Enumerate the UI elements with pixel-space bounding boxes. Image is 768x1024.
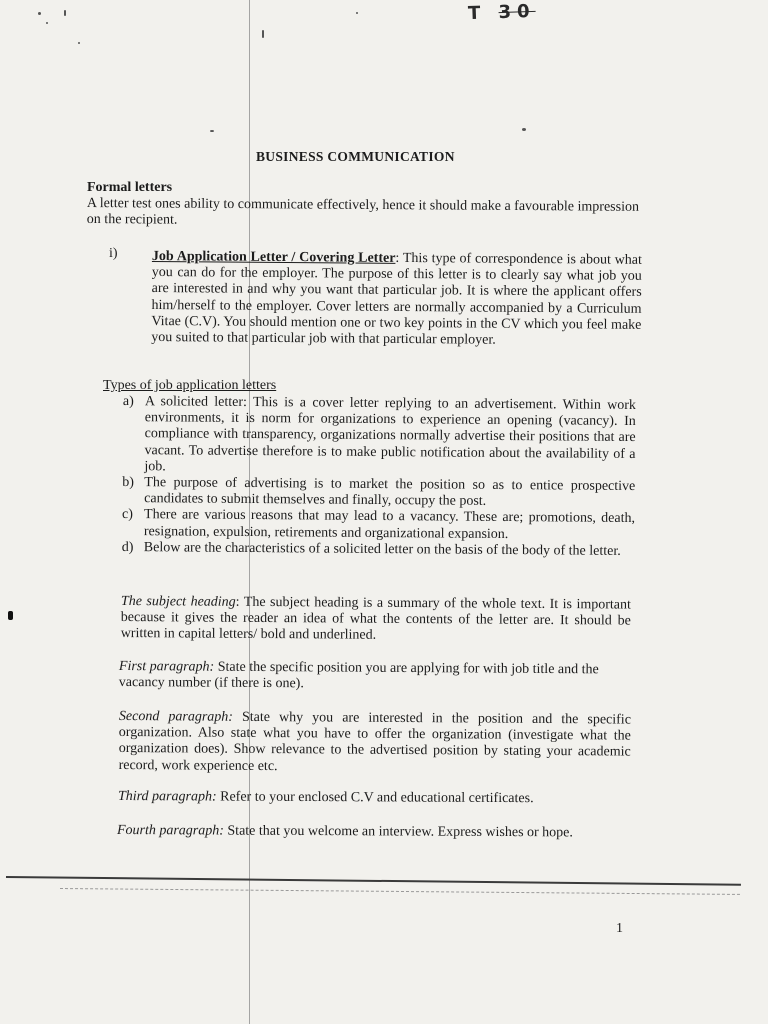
- list-item: [120, 475, 635, 511]
- subject-heading-text: : The subject heading is a summary of the whole text. It is important because it gives the reader an idea of what the contents of the letter are. It should be written in capital letters/ bold and underlined.: [120, 594, 631, 644]
- fourth-paragraph-label: Fourth paragraph:: [116, 823, 224, 839]
- list-item-label: b): [122, 475, 135, 491]
- scan-speck: [262, 30, 264, 38]
- scan-speck: [356, 12, 358, 14]
- scan-speck: [210, 130, 214, 132]
- second-paragraph-label: Second paragraph:: [118, 709, 234, 725]
- list-item-text: The purpose of advertising is to market the position so as to entice prospective candidates to submit themselves and finally, occupy the post.: [144, 475, 636, 510]
- second-paragraph-note: [119, 709, 631, 777]
- first-paragraph-label: First paragraph:: [118, 659, 215, 675]
- first-paragraph-text: State the specific position you are applying for with job title and the vacancy number (if there is one).: [118, 659, 599, 692]
- footer-rule-faint: [60, 888, 740, 895]
- list-item-text: There are various reasons that may lead to a vacancy. These are; promotions, death, resignation, expulsion, retirements and organizational expansion.: [143, 507, 636, 542]
- item-number: i): [109, 246, 118, 261]
- scan-speck: [78, 42, 80, 44]
- list-item-text: A solicited letter: This is a cover letter replying to an advertisement. Within work environments, it is norm for organizations to experience an opening (vacancy). In compliance with transparency, organizations normally advertise their positions that are vacant. To advertise therefore is to make public notification about the availability of a job.: [144, 394, 636, 475]
- fourth-paragraph-note: [117, 823, 629, 842]
- scan-speck: [38, 12, 41, 15]
- job-application-paragraph: [151, 249, 642, 350]
- scan-speck: [64, 10, 66, 16]
- section-heading-formal-letters: Formal letters: [87, 180, 173, 195]
- list-item-label: c): [121, 507, 133, 523]
- subject-heading-label: The subject heading: [120, 594, 236, 610]
- list-item: [120, 540, 635, 560]
- job-application-text: : This type of correspondence is about what you can do for the employer. The purpose of this letter is to clearly say what job you are interested in and why you want that particular job. It is where the applicant offers him/herself to the employer. Cover letters are normally accompanied by a Curriculum Vitae (C.V). You should mention one or two key points in the CV which you feel make you suited to that particular job with that particular employer.: [151, 250, 642, 348]
- page-number: 1: [616, 921, 623, 936]
- handwritten-page-mark: T 30: [467, 0, 536, 25]
- second-paragraph-text: State why you are interested in the position and the specific organization. Also state what you have to offer the organization (investigate what the organization does). Show relevance to the advertised position by stating your academic record, work experience etc.: [118, 709, 631, 774]
- list-item: [120, 394, 636, 479]
- types-list: [120, 394, 636, 560]
- types-heading: Types of job application letters: [103, 378, 277, 393]
- third-paragraph-text: Refer to your enclosed C.V and educational certificates.: [216, 789, 534, 807]
- first-paragraph-note: [119, 659, 631, 695]
- scan-speck: [46, 22, 48, 24]
- list-item: [120, 507, 635, 543]
- third-paragraph-label: Third paragraph:: [117, 789, 217, 805]
- fourth-paragraph-text: State that you welcome an interview. Express wishes or hope.: [223, 823, 573, 841]
- footer-rule: [6, 876, 741, 885]
- margin-ink-mark: [8, 611, 13, 620]
- third-paragraph-note: [118, 789, 630, 808]
- list-item-text: Below are the characteristics of a solicited letter on the basis of the body of the letter.: [143, 540, 621, 559]
- list-item-label: d): [121, 539, 134, 555]
- intro-paragraph: A letter test ones ability to communicate effectively, hence it should make a favourable impression on the recipient.: [86, 196, 640, 228]
- job-application-heading: Job Application Letter / Covering Letter: [151, 249, 396, 266]
- subject-heading-paragraph: [121, 594, 631, 646]
- page-title: BUSINESS COMMUNICATION: [256, 149, 455, 164]
- list-item-label: a): [122, 394, 134, 410]
- scan-speck: [522, 128, 526, 131]
